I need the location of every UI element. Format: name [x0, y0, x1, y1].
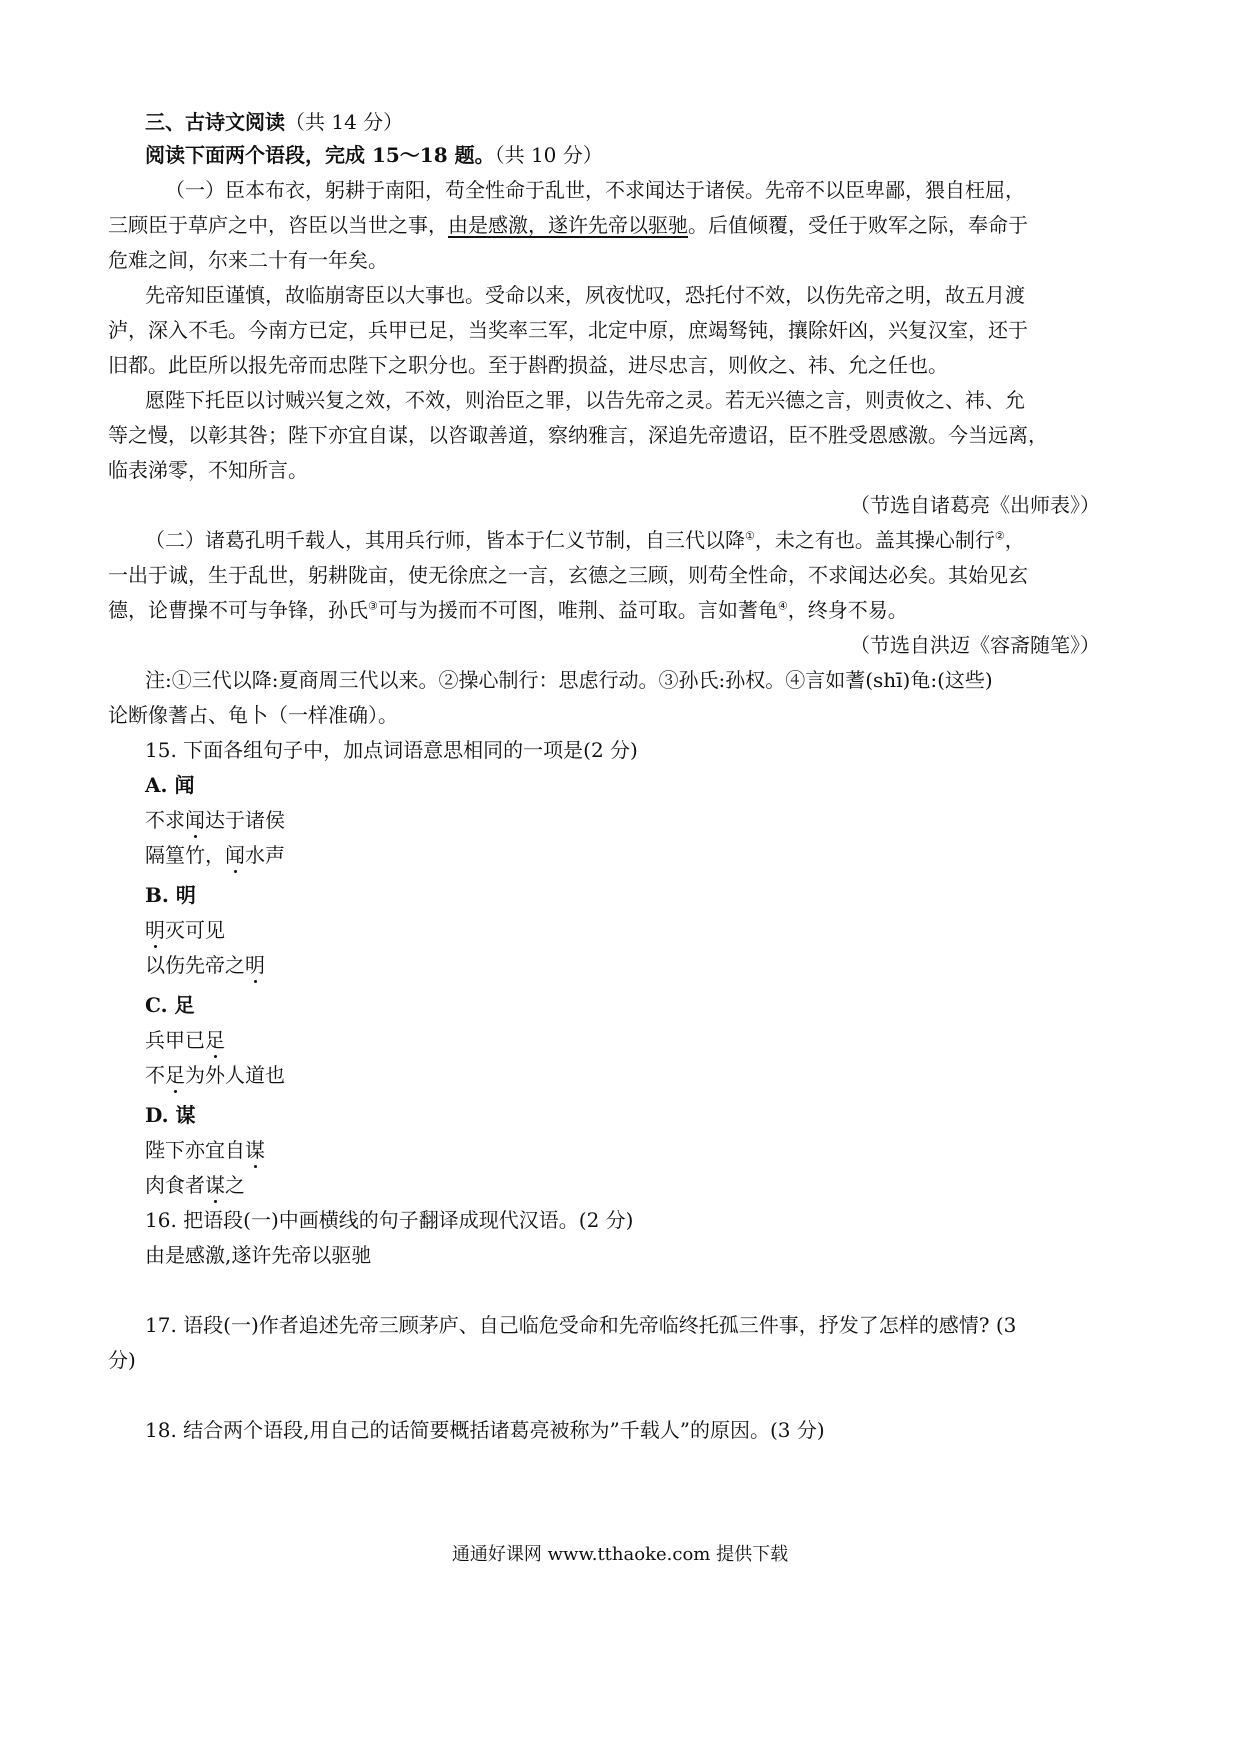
passage-two-line: （二）诸葛孔明千载人，其用兵行师，皆本于仁义节制，自三代以降①，未之有也。盖其操心制行②，: [145, 528, 1025, 552]
option-c-label: C. 足: [145, 993, 195, 1017]
option-b-sentence: 以伤先帝之明: [145, 953, 265, 977]
question-15-stem: 15. 下面各组句子中，加点词语意思相同的一项是(2 分): [145, 738, 638, 762]
dotted-word: 明: [145, 918, 165, 942]
passage-one-line: 等之慢，以彰其咎；陛下亦宜自谋，以咨诹善道，察纳雅言，深追先帝遗诏，臣不胜受恩感激。今当远离，: [108, 423, 1048, 447]
notes-line: 论断像蓍占、龟卜（一样准确）。: [108, 703, 398, 727]
notes-line: 注:①三代以降:夏商周三代以来。②操心制行：思虑行动。③孙氏:孙权。④言如蓍(shī)龟:(这些): [145, 668, 993, 692]
option-b-label: B. 明: [145, 883, 196, 907]
question-17-stem-cont: 分): [108, 1348, 136, 1372]
option-d-sentence: 肉食者谋之: [145, 1173, 245, 1197]
dotted-word: 明: [245, 953, 265, 977]
option-c-sentence: 不足为外人道也: [145, 1063, 285, 1087]
section-title: 三、古诗文阅读（共 14 分）: [145, 110, 404, 134]
dotted-word: 足: [165, 1063, 185, 1087]
passage-one-line: 泸，深入不毛。今南方已定，兵甲已足，当奖率三军，北定中原，庶竭驽钝，攘除奸凶，兴复汉室，还于: [108, 318, 1028, 342]
passage-one-line: 危难之间，尔来二十有一年矣。: [108, 248, 388, 272]
question-17-stem: 17. 语段(一)作者追述先帝三顾茅庐、自己临危受命和先帝临终托孤三件事，抒发了怎样的感情? (3: [145, 1313, 1017, 1337]
passage-one-line: 先帝知臣谨慎，故临崩寄臣以大事也。受命以来，夙夜忧叹，恐托付不效，以伤先帝之明，故五月渡: [145, 283, 1025, 307]
option-b-sentence: 明灭可见: [145, 918, 225, 942]
passage-one-line: （一）臣本布衣，躬耕于南阳，苟全性命于乱世，不求闻达于诸侯。先帝不以臣卑鄙，猥自枉屈，: [165, 178, 1025, 202]
passage-two-line: 一出于诚，生于乱世，躬耕陇亩，使无徐庶之一言，玄德之三顾，则苟全性命，不求闻达必矣。其始见玄: [108, 563, 1028, 587]
footnote-marker: ②: [994, 529, 1005, 543]
passage-one-source: （节选自诸葛亮《出师表》）: [850, 493, 1100, 517]
dotted-word: 谋: [245, 1138, 265, 1162]
question-16-sentence: 由是感激,遂许先帝以驱驰: [145, 1243, 372, 1267]
passage-one-line: 临表涕零，不知所言。: [108, 458, 308, 482]
dotted-word: 足: [205, 1028, 225, 1052]
dotted-word: 闻: [225, 843, 245, 867]
option-a-label: A. 闻: [145, 773, 195, 797]
footnote-marker: ③: [368, 599, 378, 613]
passage-one-line: 三顾臣于草庐之中，咨臣以当世之事，由是感激，遂许先帝以驱驰。后值倾覆，受任于败军之际，奉命于: [108, 213, 1028, 237]
dotted-word: 闻: [185, 808, 205, 832]
option-c-sentence: 兵甲已足: [145, 1028, 225, 1052]
option-a-sentence: 隔篁竹，闻水声: [145, 843, 285, 867]
option-a-sentence: 不求闻达于诸侯: [145, 808, 285, 832]
footnote-marker: ④: [777, 599, 788, 613]
option-d-label: D. 谋: [145, 1103, 196, 1127]
footnote-marker: ①: [745, 529, 755, 543]
page-footer: 通通好课网 www.tthaoke.com 提供下载: [451, 1544, 789, 1565]
option-d-sentence: 陛下亦宜自谋: [145, 1138, 265, 1162]
passage-two-source: （节选自洪迈《容斋随笔》）: [850, 633, 1100, 657]
passage-two-line: 德，论曹操不可与争锋，孙氏③可与为援而不可图，唯荆、益可取。言如蓍龟④，终身不易。: [108, 598, 908, 622]
dotted-word: 谋: [205, 1173, 225, 1197]
underlined-sentence: 由是感激，遂许先帝以驱驰: [448, 213, 688, 237]
reading-instruction: 阅读下面两个语段，完成 15～18 题。（共 10 分）: [145, 143, 603, 167]
question-16-stem: 16. 把语段(一)中画横线的句子翻译成现代汉语。(2 分): [145, 1208, 634, 1232]
question-18-stem: 18. 结合两个语段,用自己的话简要概括诸葛亮被称为”千载人”的原因。(3 分): [145, 1418, 825, 1442]
passage-one-line: 愿陛下托臣以讨贼兴复之效，不效，则治臣之罪，以告先帝之灵。若无兴德之言，则责攸之、祎、允: [145, 388, 1025, 412]
passage-one-line: 旧都。此臣所以报先帝而忠陛下之职分也。至于斟酌损益，进尽忠言，则攸之、祎、允之任也。: [108, 353, 948, 377]
